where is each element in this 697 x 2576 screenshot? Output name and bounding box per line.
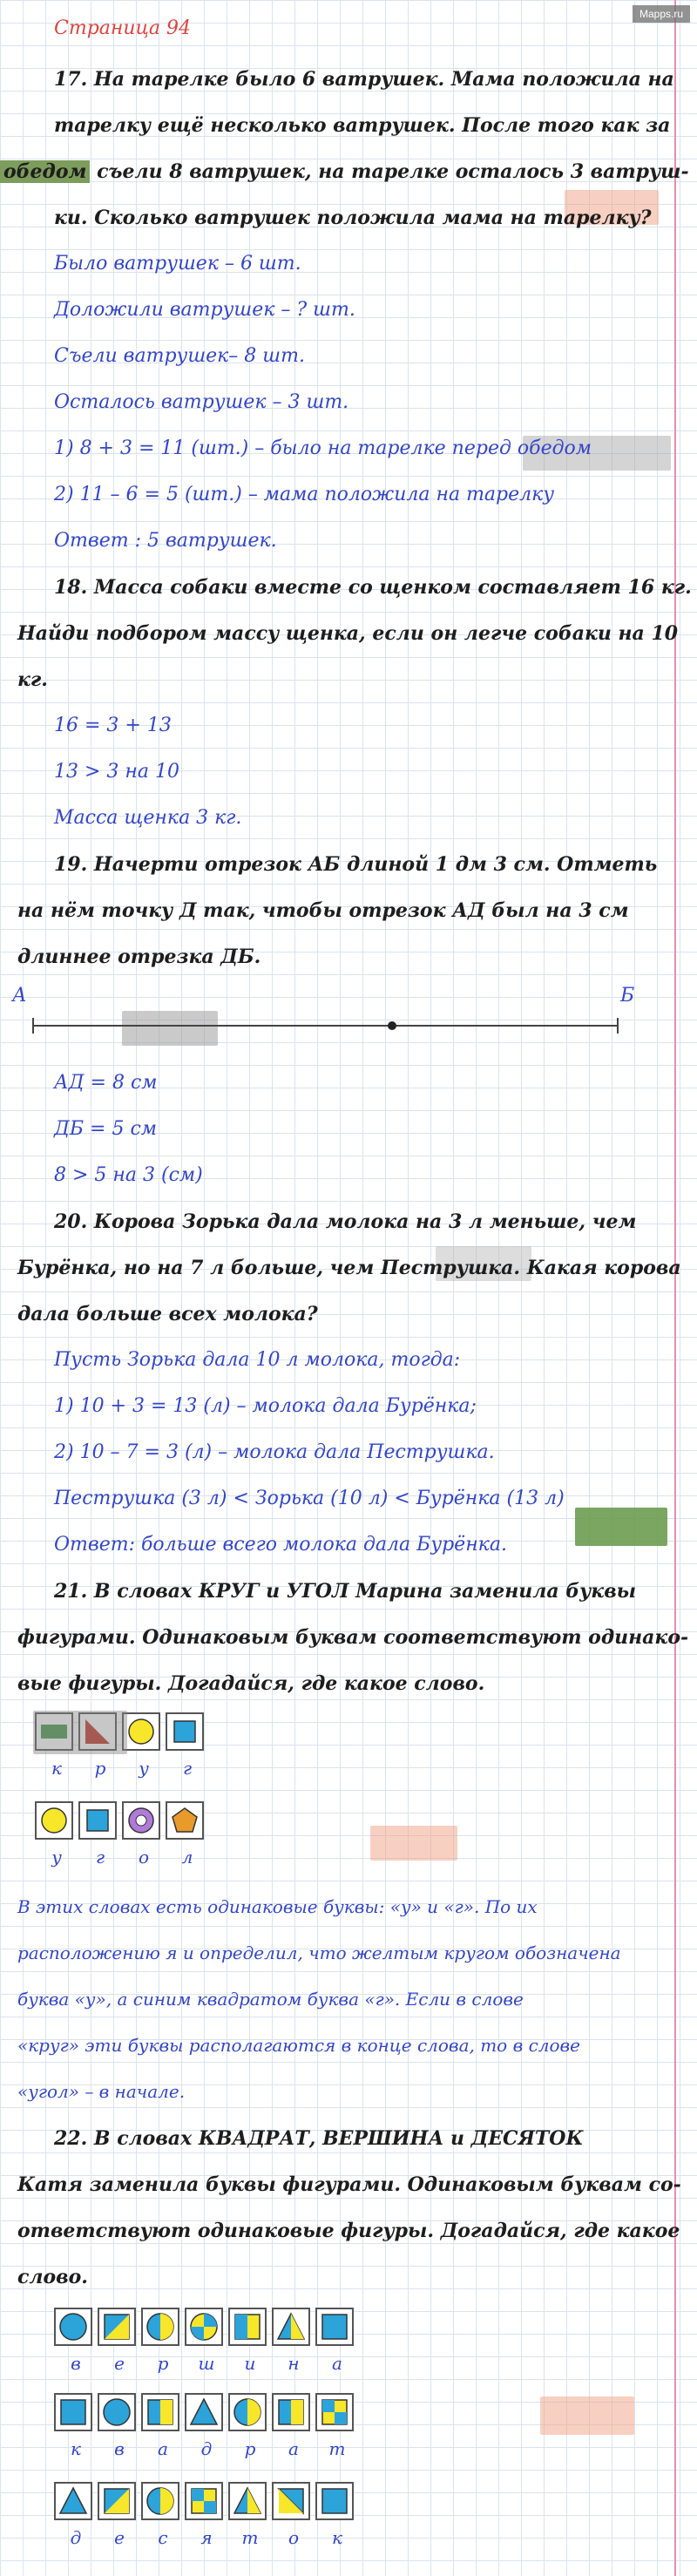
task17-answer: Доложили ватрушек – ? шт. [54, 299, 355, 321]
task19-answer: АД = 8 см [54, 1072, 158, 1094]
shape-cell [35, 1801, 73, 1840]
figure-row-vershina [54, 2308, 359, 2346]
highlighted-word: обедом [0, 160, 90, 183]
task17-answer: Съели ватрушек– 8 шт. [54, 345, 305, 367]
watermark: Mapps.ru [633, 5, 690, 23]
letter: с [158, 2527, 168, 2548]
task20-answer: Пусть Зорька дала 10 л молока, тогда: [54, 1349, 461, 1371]
shape-cell [228, 2308, 267, 2346]
task18-answer: 13 > 3 на 10 [54, 761, 179, 783]
letter: е [114, 2527, 125, 2548]
task22-text: Катя заменила буквы фигурами. Одинаковым буквам со- [17, 2173, 681, 2196]
task19-answer: ДБ = 5 см [54, 1118, 158, 1140]
shape-cell [122, 1712, 160, 1751]
letter: г [95, 1847, 105, 1868]
word-ugol-letters [35, 1847, 209, 1868]
task20-text: дала больше всех молока? [17, 1303, 318, 1325]
shape-cell [315, 2308, 354, 2346]
shape-cell [78, 1801, 117, 1840]
letter: д [70, 2527, 82, 2548]
letter: я [200, 2527, 213, 2548]
task20-answer: Ответ: больше всего молока дала Бурёнка. [54, 1534, 507, 1556]
shape-cell [98, 2393, 136, 2431]
segment-ab [33, 1025, 619, 1027]
task22-text: слово. [17, 2266, 88, 2288]
word-vershina-letters [54, 2353, 359, 2374]
task21-answer: «круг» эти буквы располагаются в конце слова, то в слове [17, 2035, 581, 2056]
shape-cell [315, 2393, 354, 2431]
blurred-watermark [122, 1011, 218, 1046]
task17-answer: 1) 8 + 3 = 11 (шт.) – было на тарелке перед обедом [54, 437, 592, 459]
task22-text: 22. В словах КВАДРАТ, ВЕРШИНА и ДЕСЯТОК [54, 2127, 584, 2150]
letter: н [288, 2353, 300, 2374]
shape-cell [54, 2393, 92, 2431]
blurred-watermark [575, 1508, 667, 1546]
task17-answer: Было ватрушек – 6 шт. [54, 253, 301, 275]
letter: о [138, 1847, 150, 1868]
task17-answer: Осталось ватрушек – 3 шт. [54, 391, 349, 413]
shape-cell [228, 2482, 267, 2520]
word-krug-letters [35, 1758, 209, 1779]
blurred-watermark [540, 2396, 634, 2435]
shape-cell [185, 2482, 223, 2520]
shape-cell [54, 2308, 92, 2346]
task18-text: кг. [17, 668, 48, 691]
word-kvadrat-letters [54, 2438, 359, 2459]
letter: в [71, 2353, 81, 2374]
letter: г [182, 1758, 193, 1779]
shape-cell [141, 2308, 179, 2346]
task21-text: 21. В словах КРУГ и УГОЛ Марина заменила буквы [54, 1580, 637, 1603]
segment-endpoint-b [617, 1018, 619, 1034]
letter: ш [198, 2353, 215, 2374]
letter: р [157, 2353, 169, 2374]
shape-cell [315, 2482, 354, 2520]
figure-row-desyatok [54, 2482, 359, 2520]
shape-cell [54, 2482, 92, 2520]
task18-text: 18. Масса собаки вместе со щенком составляет 16 кг. [54, 576, 692, 599]
task20-text: Бурёнка, но на 7 л больше, чем Пеструшка. Какая корова [17, 1257, 681, 1279]
letter: л [181, 1847, 193, 1868]
task19-text: на нём точку Д так, чтобы отрезок АД был на 3 см [17, 899, 629, 922]
task18-answer: 16 = 3 + 13 [54, 715, 172, 736]
task20-answer: Пеструшка (3 л) < Зорька (10 л) < Бурёнка (13 л) [54, 1488, 565, 1509]
shape-cell [228, 2393, 267, 2431]
letter: у [51, 1847, 62, 1868]
letter: в [114, 2438, 125, 2459]
letter: а [332, 2353, 342, 2374]
task18-answer: Масса щенка 3 кг. [54, 807, 242, 829]
task21-text: вые фигуры. Догадайся, где какое слово. [17, 1672, 485, 1695]
letter: о [288, 2527, 300, 2548]
blurred-watermark [33, 1711, 127, 1754]
shape-cell [185, 2393, 223, 2431]
shape-cell [141, 2393, 179, 2431]
letter: у [139, 1758, 149, 1779]
letter: и [244, 2353, 256, 2374]
task22-text: ответствуют одинаковые фигуры. Догадайся, где какое [17, 2220, 680, 2242]
point-b-label: Б [620, 985, 635, 1007]
task21-answer: В этих словах есть одинаковые буквы: «у» и «г». По их [17, 1896, 538, 1917]
letter: к [51, 1758, 62, 1779]
task17-text: ки. Сколько ватрушек положила мама на тарелку? [54, 207, 652, 229]
letter: к [71, 2438, 81, 2459]
task20-answer: 2) 10 – 7 = 3 (л) – молока дала Пеструшка. [54, 1441, 495, 1463]
letter: а [288, 2438, 299, 2459]
shape-cell [166, 1801, 204, 1840]
task21-text: фигурами. Одинаковым буквам соответствуют одинако- [17, 1626, 689, 1649]
task18-text: Найди подбором массу щенка, если он легче собаки на 10 [17, 622, 679, 645]
blurred-watermark [370, 1826, 457, 1861]
letter: р [94, 1758, 106, 1779]
task17-answer: Ответ : 5 ватрушек. [54, 530, 277, 552]
shape-cell [272, 2393, 310, 2431]
shape-cell [141, 2482, 179, 2520]
word-desyatok-letters [54, 2527, 359, 2548]
task21-answer: буква «у», а синим квадратом буква «г». Если в слове [17, 1989, 524, 2010]
task17-text: тарелку ещё несколько ватрушек. После того как за [54, 114, 671, 137]
task17-text: 17. На тарелке было 6 ватрушек. Мама положила на [54, 68, 674, 91]
letter: т [241, 2527, 259, 2548]
figure-row-kvadrat [54, 2393, 359, 2431]
letter: к [332, 2527, 342, 2548]
shape-cell [98, 2308, 136, 2346]
task17-answer: 2) 11 – 6 = 5 (шт.) – мама положила на тарелку [54, 484, 555, 505]
segment-endpoint-a [32, 1018, 34, 1034]
figure-row-ugol [35, 1801, 209, 1840]
task17-text: обедом съели 8 ватрушек, на тарелке осталось 3 ватруш- [0, 162, 689, 181]
task21-answer: расположению я и определил, что желтым кругом обозначена [17, 1942, 621, 1963]
shape-cell [122, 1801, 160, 1840]
point-d [388, 1021, 396, 1030]
page-title: Страница 94 [54, 17, 192, 39]
shape-cell [272, 2308, 310, 2346]
task19-answer: 8 > 5 на 3 (см) [54, 1164, 203, 1186]
letter: т [328, 2438, 346, 2459]
task21-answer: «угол» – в начале. [17, 2081, 186, 2102]
shape-cell [185, 2308, 223, 2346]
letter: р [244, 2438, 256, 2459]
task20-answer: 1) 10 + 3 = 13 (л) – молока дала Бурёнка; [54, 1395, 477, 1417]
letter: д [200, 2438, 213, 2459]
shape-cell [166, 1712, 204, 1751]
task19-text: длиннее отрезка ДБ. [17, 946, 261, 968]
letter: е [114, 2353, 125, 2374]
letter: а [158, 2438, 168, 2459]
point-a-label: А [12, 985, 27, 1007]
task19-text: 19. Начерти отрезок АБ длиной 1 дм 3 см. Отметь [54, 853, 658, 876]
shape-cell [98, 2482, 136, 2520]
shape-cell [272, 2482, 310, 2520]
task20-text: 20. Корова Зорька дала молока на 3 л меньше, чем [54, 1210, 637, 1233]
